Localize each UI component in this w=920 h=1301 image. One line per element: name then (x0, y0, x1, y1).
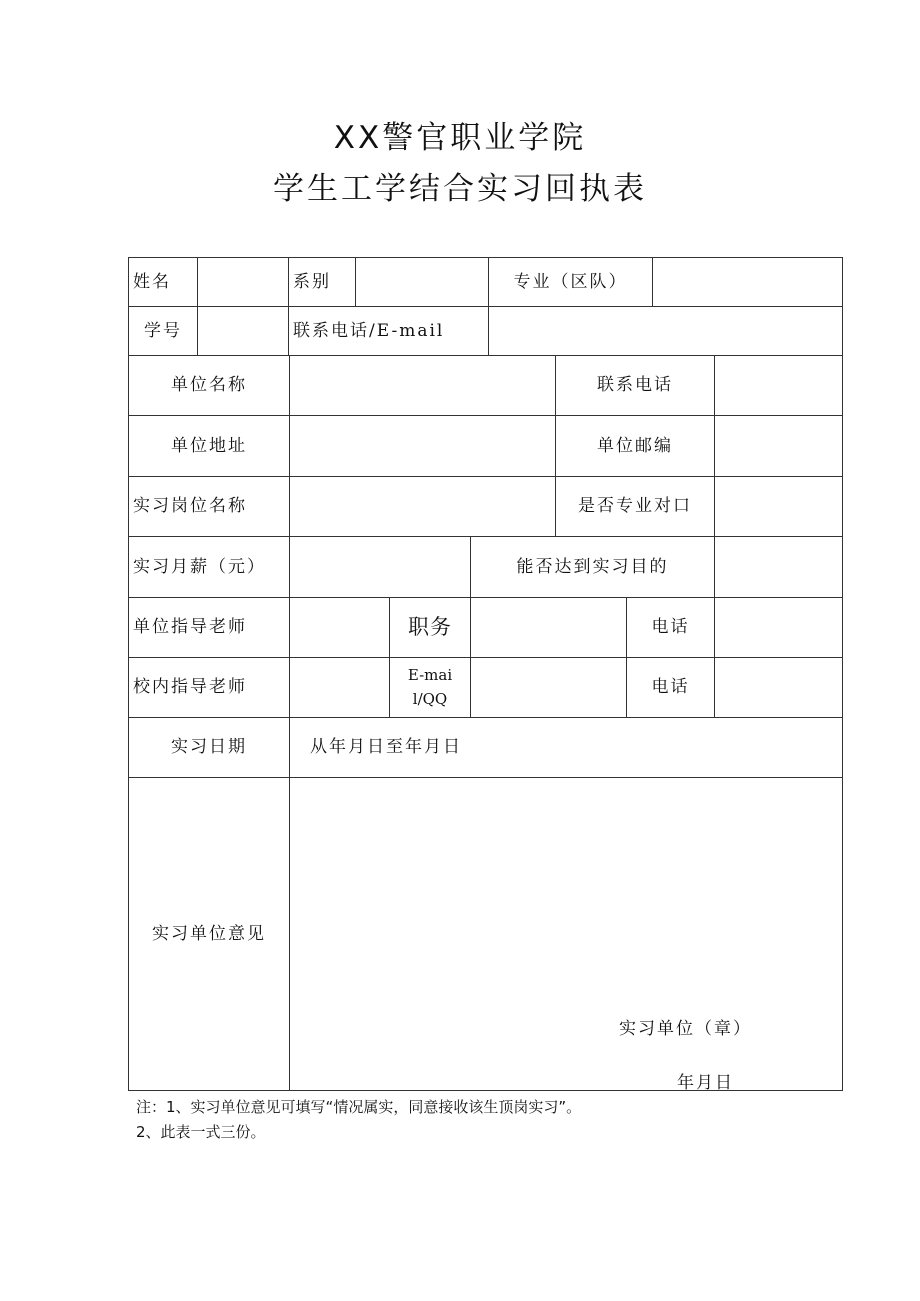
mentor-phone-field[interactable] (714, 597, 843, 658)
unit-address-label: 单位地址 (128, 415, 290, 477)
goal-field[interactable] (714, 536, 843, 598)
opinion-field[interactable] (289, 777, 843, 1091)
phone-label-2: 电话 (626, 657, 715, 718)
contact-email-field[interactable] (488, 306, 843, 356)
salary-field[interactable] (289, 536, 471, 598)
dept-label: 系别 (288, 257, 356, 307)
salary-label: 实习月薪（元） (128, 536, 290, 598)
receipt-form-table (129, 258, 843, 1092)
student-id-field[interactable] (197, 306, 289, 356)
unit-name-field[interactable] (289, 355, 556, 416)
postcode-field[interactable] (714, 415, 843, 477)
job-title-field[interactable] (470, 597, 627, 658)
dept-field[interactable] (355, 257, 489, 307)
name-field[interactable] (197, 257, 289, 307)
form-title: 学生工学结合实习回执表 (273, 171, 647, 207)
major-match-label: 是否专业对口 (555, 476, 715, 537)
opinion-label: 实习单位意见 (128, 777, 290, 1091)
email-qq-field[interactable] (470, 657, 627, 718)
name-label: 姓名 (128, 257, 198, 307)
note-line-2: 2、此表一式三份。 (136, 1123, 266, 1141)
note-line-1: 注：1、实习单位意见可填写“情况属实，同意接收该生顶岗实习”。 (136, 1098, 582, 1116)
unit-name-label: 单位名称 (128, 355, 290, 416)
unit-mentor-label: 单位指导老师 (128, 597, 290, 658)
school-mentor-field[interactable] (289, 657, 390, 718)
school-mentor-phone-field[interactable] (714, 657, 843, 718)
contact-phone-field[interactable] (714, 355, 843, 416)
major-label: 专业（区队） (488, 257, 653, 307)
unit-mentor-field[interactable] (289, 597, 390, 658)
school-mentor-label: 校内指导老师 (128, 657, 290, 718)
goal-label: 能否达到实习目的 (470, 536, 715, 598)
email-qq-label: E-mail/QQ (389, 657, 471, 718)
school-title: XX警官职业学院 (333, 120, 587, 156)
position-label: 实习岗位名称 (128, 476, 290, 537)
date-label: 实习日期 (128, 717, 290, 778)
seal-label: 实习单位（章） (619, 1019, 752, 1039)
seal-date: 年月日 (677, 1073, 734, 1093)
job-title-label: 职务 (389, 597, 471, 658)
form-notes (136, 1095, 581, 1145)
postcode-label: 单位邮编 (555, 415, 715, 477)
position-field[interactable] (289, 476, 556, 537)
contact-email-label: 联系电话/E-mail (288, 306, 489, 356)
student-id-label: 学号 (128, 306, 198, 356)
contact-phone-label: 联系电话 (555, 355, 715, 416)
unit-address-field[interactable] (289, 415, 556, 477)
major-match-field[interactable] (714, 476, 843, 537)
major-field[interactable] (652, 257, 843, 307)
date-field[interactable]: 从年月日至年月日 (289, 717, 843, 778)
phone-label-1: 电话 (626, 597, 715, 658)
